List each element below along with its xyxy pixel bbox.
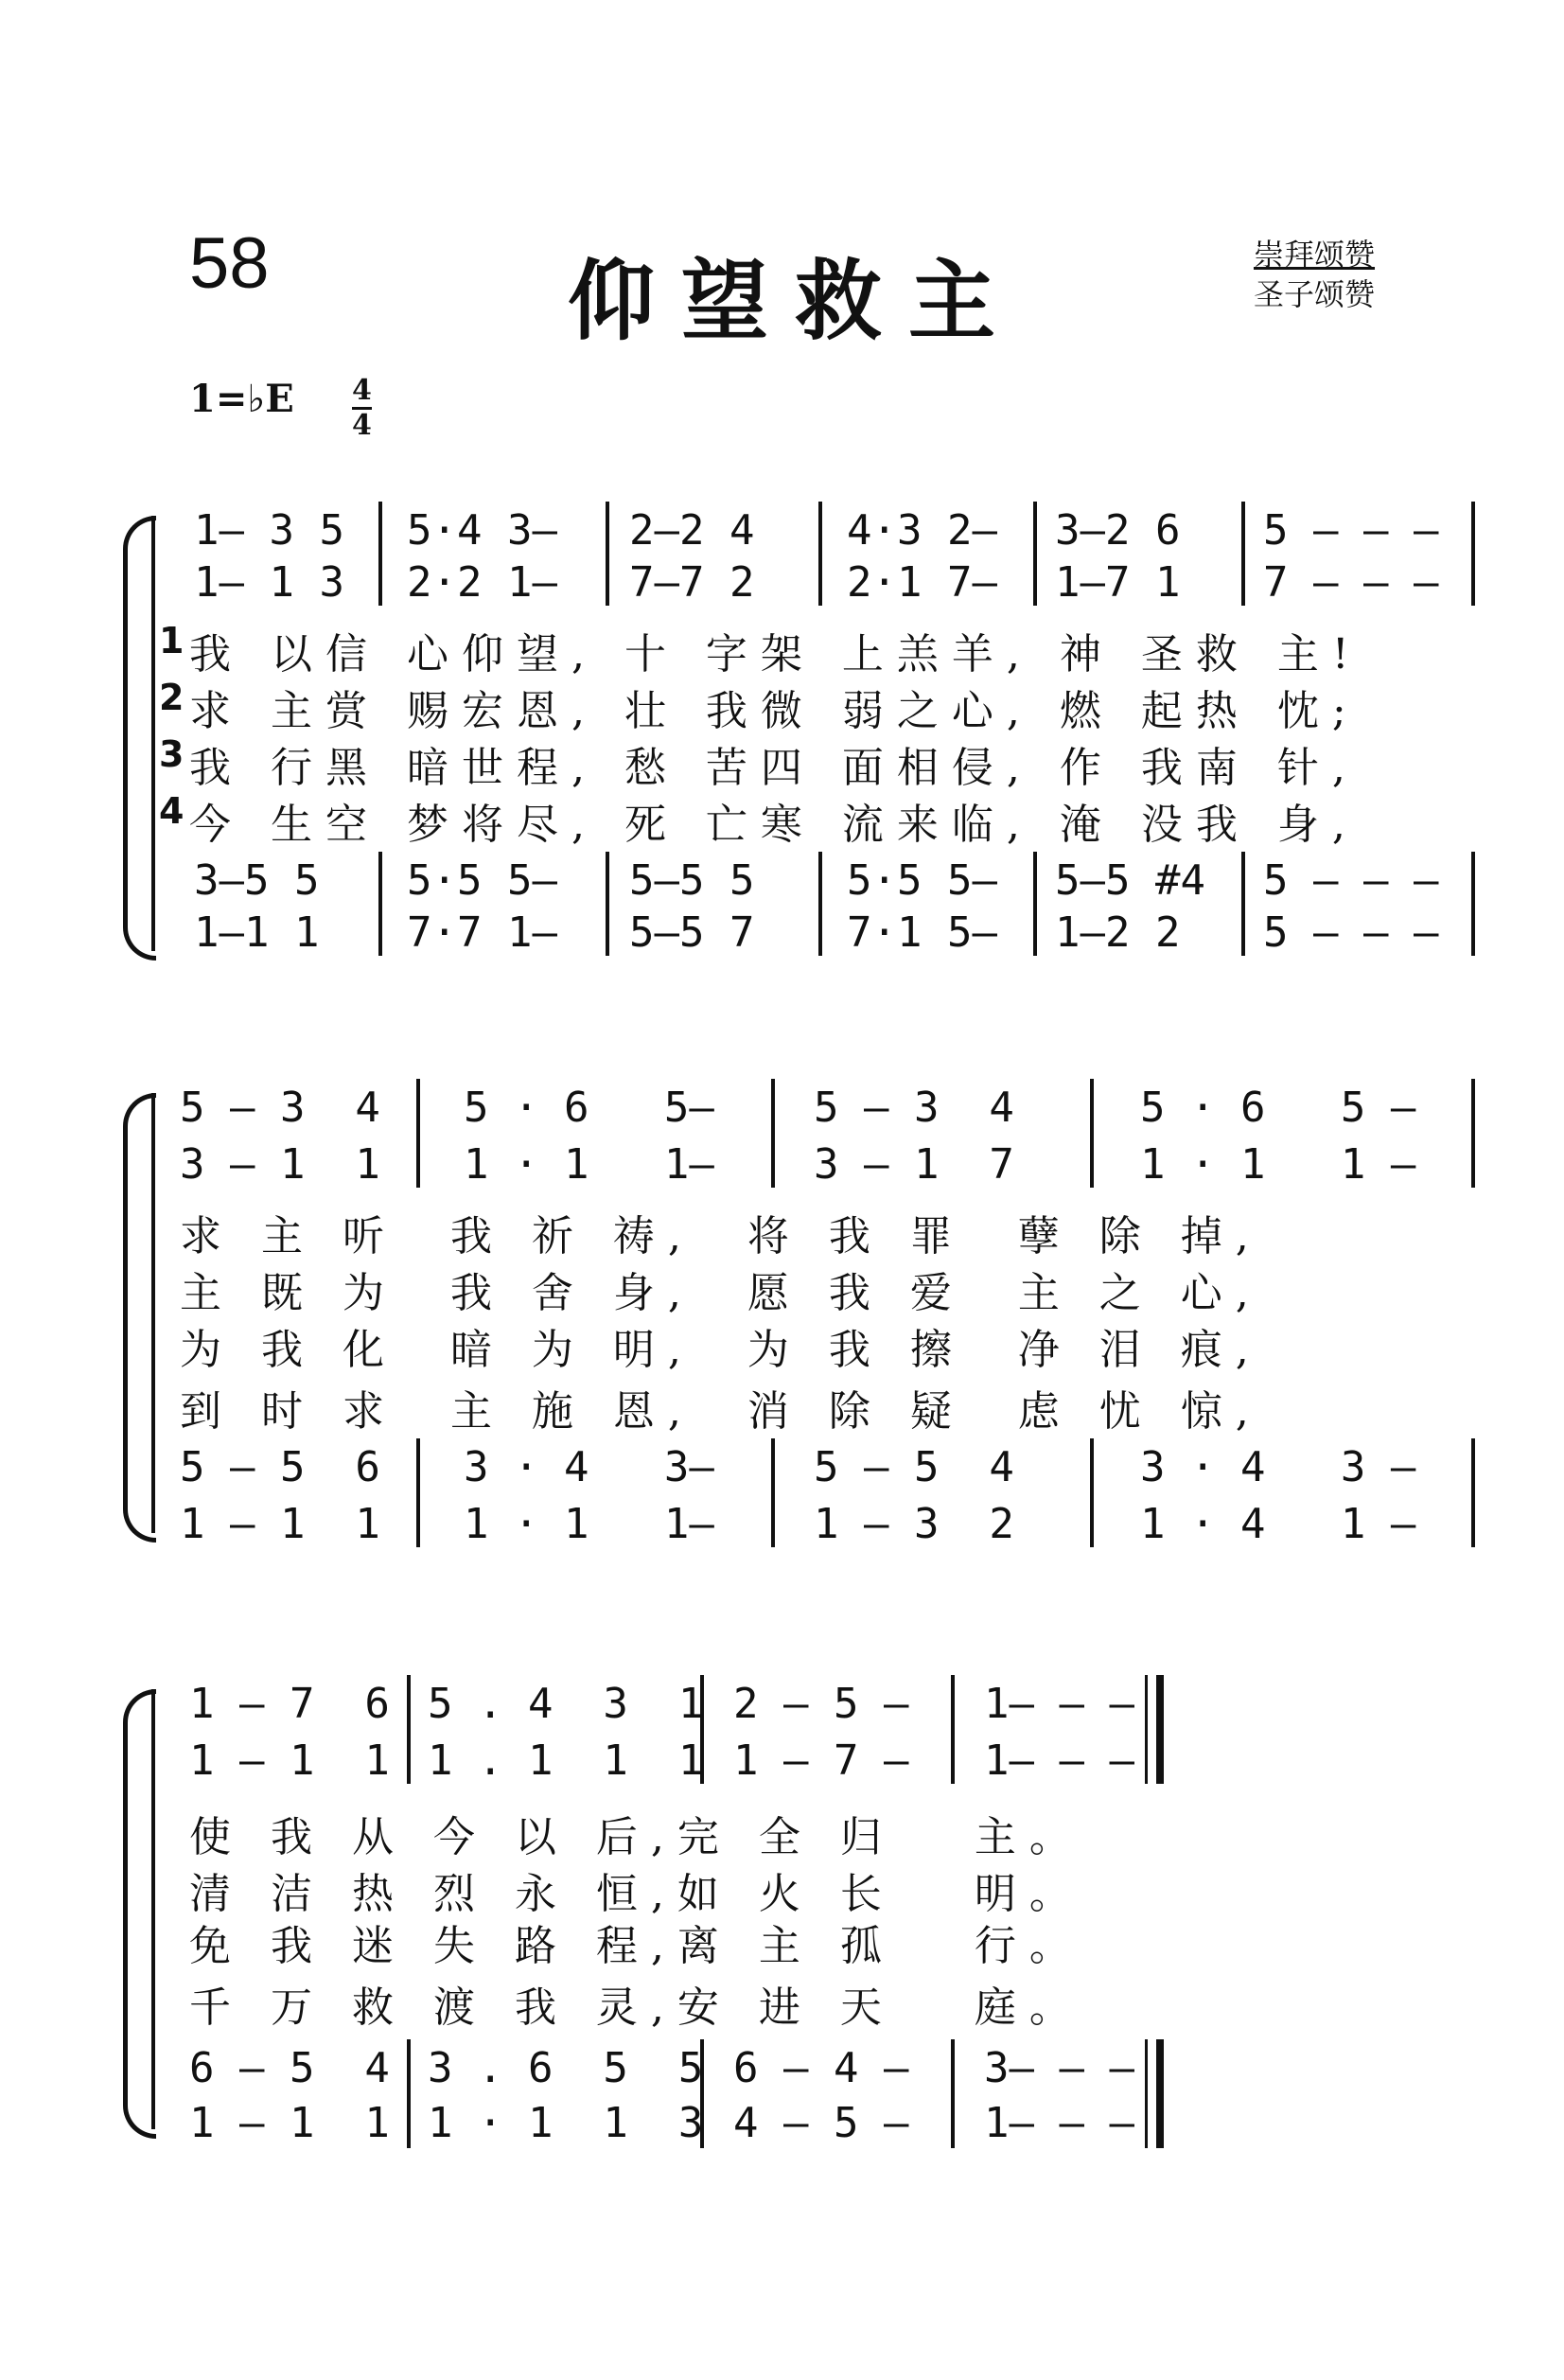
measure: 1 – 1 1 (180, 1500, 380, 1548)
lyric-text: 我 以信 心仰望, 十 字架 上羔羊, 神 圣救 主! (189, 630, 1362, 679)
barline (818, 502, 822, 606)
measure: 6 – 4 – (733, 2044, 909, 2092)
measure: 3 · 4 3 – (1140, 1443, 1416, 1491)
measure: 5 – 5 4 (814, 1443, 1014, 1491)
measure: 1 – 7 – (733, 1737, 909, 1785)
verse-number: 4 (159, 790, 185, 832)
lyric-text: 主 既 为 我 舍 身, 愿 我 爱 主 之 心, (180, 1269, 1262, 1317)
final-barline-thick (1156, 1675, 1164, 1784)
source-1: 崇拜颂赞 (1254, 237, 1376, 273)
lyric-text: 求 主 听 我 祈 祷, 将 我 罪 孽 除 掉, (180, 1212, 1262, 1261)
barline (1090, 1438, 1094, 1547)
barline (1471, 1438, 1475, 1547)
measure: 5 – – – (1263, 856, 1439, 905)
verse-number: 3 (159, 733, 185, 775)
barline (378, 852, 382, 956)
barline (1033, 502, 1037, 606)
barline (771, 1079, 775, 1188)
measure: 5 – – – (1263, 506, 1439, 555)
measure: 3 – 1 1 (180, 1140, 380, 1189)
barline (818, 852, 822, 956)
measure: 3 · 4 3– (464, 1443, 714, 1491)
measure: 1– – – (984, 2099, 1134, 2147)
measure: 5–5 5 (629, 856, 755, 905)
measure: 5–5 #4 (1055, 856, 1205, 905)
measure: 2–2 4 (629, 506, 755, 555)
measure: 5·5 5– (407, 856, 557, 905)
measure: 4 – 5 – (733, 2099, 909, 2147)
measure: 5·4 3– (407, 506, 557, 555)
hymn-title: 仰望救主 (568, 250, 1023, 352)
lyric-text: 我 行黑 暗世程, 愁 苦四 面相侵, 作 我南 针, (189, 744, 1359, 792)
measure: 2·2 1– (407, 558, 557, 607)
measure: 6 – 5 4 (189, 2044, 390, 2092)
lyric-text: 免 我 迷 失 路 程,离 主 孤 行。 (189, 1922, 1084, 1970)
measure: 1 · 1 1 3 (428, 2099, 704, 2147)
lyric-text: 清 洁 热 烈 永 恒,如 火 长 明。 (189, 1870, 1084, 1918)
barline (606, 852, 609, 956)
system-bracket (151, 1689, 155, 2129)
source-2: 圣子颂赞 (1254, 276, 1376, 312)
measure: 2 – 5 – (733, 1680, 909, 1728)
lyric-text: 千 万 救 渡 我 灵,安 进 天 庭。 (189, 1983, 1084, 2032)
barline (951, 1675, 955, 1784)
measure: 3 . 6 5 5 (428, 2044, 704, 2092)
measure: 1– 3 5 (194, 506, 344, 555)
measure: 5 – 3 4 (180, 1084, 380, 1132)
measure: 1 – 1 1 (189, 2099, 390, 2147)
measure: 1 – 7 6 (189, 1680, 390, 1728)
barline (771, 1438, 775, 1547)
measure: 2·1 7– (847, 558, 997, 607)
measure: 4·3 2– (847, 506, 997, 555)
measure: 5 . 4 3 1 (428, 1680, 704, 1728)
key-signature: 1=♭E (189, 377, 294, 421)
lyric-text: 今 生空 梦将尽, 死 亡寒 流来临, 淹 没我 身, (189, 801, 1359, 849)
measure: 5 – 3 4 (814, 1084, 1014, 1132)
barline (1241, 502, 1245, 606)
measure: 1 – 3 2 (814, 1500, 1014, 1548)
lyric-text: 为 我 化 暗 为 明, 为 我 擦 净 泪 痕, (180, 1326, 1262, 1374)
measure: 5 · 6 5– (464, 1084, 714, 1132)
barline (407, 1675, 411, 1784)
final-barline-thin (1145, 1675, 1148, 1784)
measure: 1 · 4 1 – (1140, 1500, 1416, 1548)
measure: 1 · 1 1– (464, 1140, 714, 1189)
measure: 5·5 5– (847, 856, 997, 905)
measure: 5–5 7 (629, 908, 755, 957)
measure: 1– – – (984, 1680, 1134, 1728)
barline (951, 2039, 955, 2148)
barline (416, 1079, 420, 1188)
measure: 1 – 1 1 (189, 1737, 390, 1785)
measure: 3– – – (984, 2044, 1134, 2092)
score-system-2 (0, 1079, 1564, 1552)
measure: 1–2 2 (1055, 908, 1181, 957)
hymn-sources (1254, 235, 1375, 314)
time-signature-bottom: 4 (352, 409, 372, 442)
measure: 5 – 5 6 (180, 1443, 380, 1491)
verse-number: 2 (159, 677, 185, 718)
barline (1033, 852, 1037, 956)
barline (1471, 852, 1475, 956)
measure: 3–2 6 (1055, 506, 1181, 555)
barline (1241, 852, 1245, 956)
barline (1471, 1079, 1475, 1188)
measure: 1 · 1 1– (464, 1500, 714, 1548)
measure: 1–7 1 (1055, 558, 1181, 607)
time-signature (352, 375, 372, 442)
final-barline-thick (1156, 2039, 1164, 2148)
barline (1471, 502, 1475, 606)
barline (416, 1438, 420, 1547)
hymn-number: 58 (189, 223, 270, 304)
barline (1090, 1079, 1094, 1188)
lyric-text: 到 时 求 主 施 恩, 消 除 疑 虑 忧 惊, (180, 1387, 1262, 1436)
measure: 1 . 1 1 1 (428, 1737, 704, 1785)
measure: 1– – – (984, 1737, 1134, 1785)
barline (407, 2039, 411, 2148)
measure: 7–7 2 (629, 558, 755, 607)
barline (378, 502, 382, 606)
measure: 3 – 1 7 (814, 1140, 1014, 1189)
score-system-3 (0, 1675, 1564, 2148)
lyric-text: 求 主赏 赐宏恩, 壮 我微 弱之心, 燃 起热 忱; (189, 687, 1360, 735)
measure: 5 · 6 5 – (1140, 1084, 1416, 1132)
measure: 3–5 5 (194, 856, 320, 905)
lyric-text: 使 我 从 今 以 后,完 全 归 主。 (189, 1813, 1084, 1861)
system-bracket (151, 1093, 155, 1533)
measure: 7·1 5– (847, 908, 997, 957)
measure: 7 – – – (1263, 558, 1439, 607)
system-bracket (151, 516, 155, 951)
verse-number: 1 (159, 620, 185, 661)
score-system-1 (0, 502, 1564, 965)
measure: 1– 1 3 (194, 558, 344, 607)
measure: 1 · 1 1 – (1140, 1140, 1416, 1189)
measure: 7·7 1– (407, 908, 557, 957)
barline (606, 502, 609, 606)
time-signature-top: 4 (352, 374, 372, 407)
measure: 1–1 1 (194, 908, 320, 957)
measure: 5 – – – (1263, 908, 1439, 957)
final-barline-thin (1145, 2039, 1148, 2148)
